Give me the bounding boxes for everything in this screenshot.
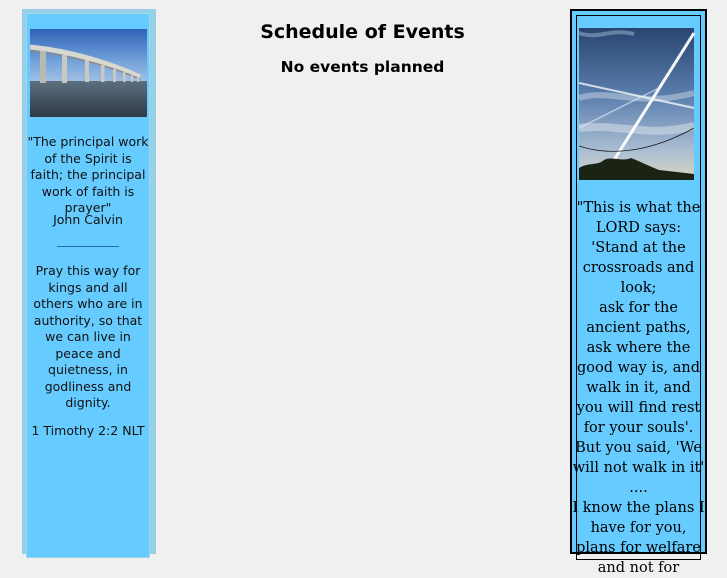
right-sidebar xyxy=(570,9,707,576)
left-sidebar-panel xyxy=(26,13,150,558)
quote-author: John Calvin xyxy=(53,212,123,227)
divider xyxy=(57,246,119,247)
scripture-reference: 1 Timothy 2:2 NLT xyxy=(31,423,145,438)
scripture-verse: Pray this way for kings and all others who are in authority, so that we can live in peace and quietness, in godliness and dignity. xyxy=(33,263,143,410)
left-sidebar xyxy=(22,9,156,554)
bridge-photo xyxy=(30,29,147,117)
sky-contrail-photo xyxy=(579,28,694,180)
events-status: No events planned xyxy=(280,58,445,76)
jeremiah-verse: "This is what the LORD says: 'Stand at the crossroads and look; ask for the ancient paths, ask where the good way is, and walk in it, and you will find rest for your souls'. But you said, 'We will not walk in it' .... I know the plans I have for you, plans for welfare and not for xyxy=(572,200,705,576)
calvin-quote: "The principal work of the Spirit is faith; the principal work of faith is prayer" xyxy=(27,134,149,215)
page-title: Schedule of Events xyxy=(260,21,465,43)
